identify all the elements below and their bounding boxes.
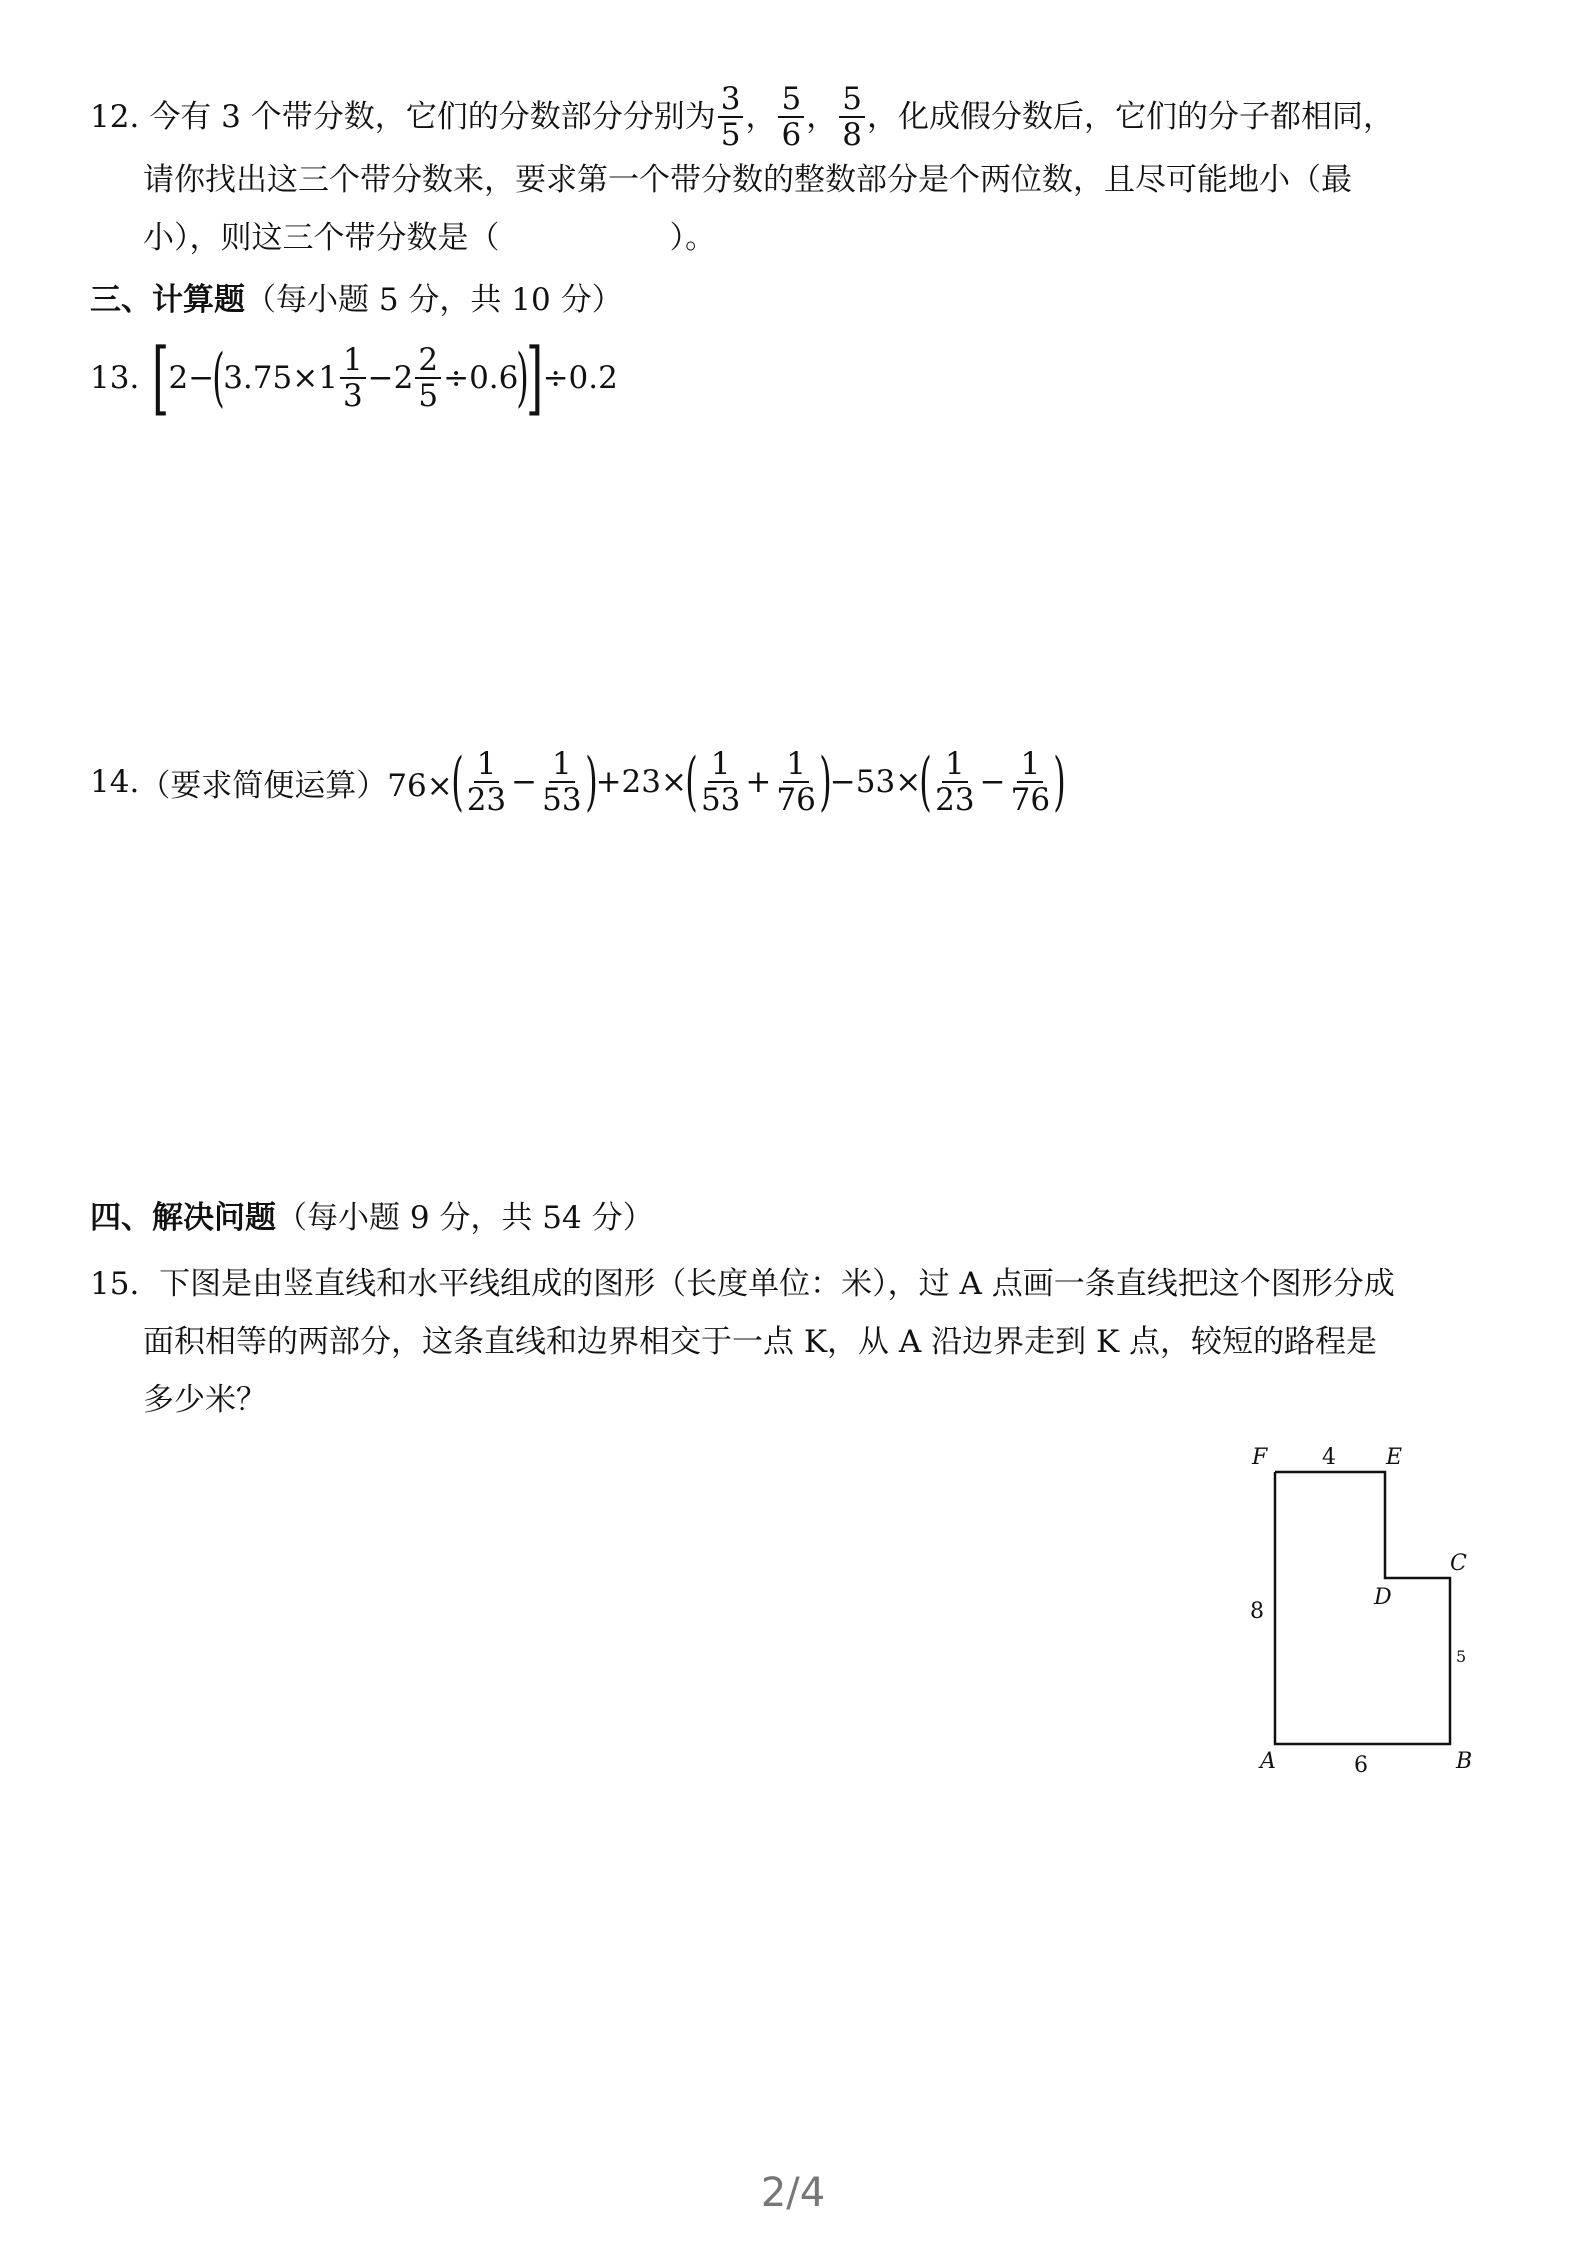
fraction-denominator: 6: [781, 117, 802, 153]
fraction-denominator: 53: [700, 782, 741, 818]
fraction-numerator: 1: [549, 747, 575, 783]
fraction-denominator: 76: [1010, 782, 1051, 818]
q12-fraction-1: [718, 82, 744, 152]
q15-number: 15.: [90, 1266, 140, 1302]
q12-text-4: ）。: [669, 220, 716, 256]
close-paren: ): [516, 341, 530, 415]
q15-text-1: 下图是由竖直线和水平线组成的图形（长度单位：米），过 A 点画一条直线把这个图形分成: [159, 1266, 1395, 1302]
fraction-numerator: 1: [942, 747, 968, 783]
q12-line2: 请你找出这三个带分数来，要求第一个带分数的整数部分是个两位数，且尽可能地小（最: [143, 162, 1352, 198]
math-term: +23×: [595, 764, 687, 800]
open-paren: (: [685, 745, 698, 819]
fraction: [340, 343, 366, 413]
q14-number: 14.: [90, 764, 140, 800]
figure-outline: [1275, 1472, 1450, 1744]
q13-number: 13.: [90, 360, 140, 396]
page-number: 2/4: [760, 2170, 826, 2216]
fraction-numerator: 1: [340, 343, 366, 379]
open-paren: (: [919, 745, 932, 819]
section-3-heading: [90, 278, 623, 322]
q12-line3: [143, 216, 716, 260]
comma: ，: [745, 99, 777, 135]
open-paren: (: [450, 745, 464, 819]
fraction-denominator: 23: [466, 782, 507, 818]
section-title: 四、解决问题: [90, 1200, 276, 1236]
fraction-denominator: 53: [542, 782, 582, 818]
fraction-numerator: 1: [708, 747, 734, 783]
vertex-label-b: B: [1456, 1749, 1473, 1774]
close-bracket: ]: [526, 331, 544, 424]
open-bracket: [: [152, 331, 170, 424]
fraction: [464, 747, 509, 817]
q12-line1: [90, 82, 1394, 152]
q15-line1: [90, 1262, 1395, 1306]
q12-fraction-3: [839, 82, 865, 152]
fraction: [773, 747, 818, 817]
fraction-denominator: 5: [418, 378, 439, 414]
fraction-numerator: 5: [778, 82, 804, 118]
fraction-numerator: 2: [415, 343, 441, 379]
q12-text-1: 今有 3 个带分数，它们的分数部分分别为: [149, 99, 716, 135]
geometry-figure: [1240, 1430, 1490, 1790]
length-label-af: 8: [1250, 1599, 1264, 1624]
length-label-fe: 4: [1322, 1445, 1336, 1470]
q12-text-3: 小），则这三个带分数是（: [143, 220, 500, 256]
fraction-denominator: 5: [720, 117, 741, 153]
fraction: [1008, 747, 1053, 817]
math-term: ÷0.6: [443, 360, 519, 396]
q14-expression: [90, 722, 1064, 842]
math-term: 3.75×1: [223, 360, 338, 396]
section-note: （每小题 9 分，共 54 分）: [276, 1200, 654, 1236]
fraction-numerator: 3: [718, 82, 744, 118]
fraction-denominator: 76: [776, 782, 816, 818]
operator: −: [979, 764, 1006, 800]
fraction-numerator: 1: [1017, 747, 1043, 783]
close-paren: ): [819, 745, 832, 819]
fraction-numerator: 5: [839, 82, 865, 118]
section-4-heading: [90, 1196, 654, 1240]
math-term: 2−: [168, 360, 215, 396]
fraction: [698, 747, 743, 817]
operator: +: [745, 764, 772, 800]
fraction: [932, 747, 977, 817]
q15-line2: 面积相等的两部分，这条直线和边界相交于一点 K，从 A 沿边界走到 K 点，较短的路程是: [143, 1324, 1377, 1360]
vertex-label-f: F: [1252, 1445, 1268, 1470]
close-paren: ): [584, 745, 598, 819]
length-label-cb: 5: [1456, 1647, 1467, 1666]
vertex-label-d: D: [1374, 1585, 1392, 1610]
open-paren: (: [212, 341, 225, 415]
fraction-denominator: 8: [842, 117, 862, 153]
length-label-ab: 6: [1354, 1753, 1368, 1778]
fraction: [539, 747, 584, 817]
q12-number: 12.: [90, 99, 140, 135]
close-paren: ): [1053, 745, 1066, 819]
vertex-label-e: E: [1386, 1445, 1403, 1470]
math-term: −2: [367, 360, 414, 396]
q13-expression: [90, 318, 618, 438]
fraction-denominator: 23: [935, 782, 975, 818]
q15-line3: 多少米？: [143, 1382, 267, 1418]
vertex-label-c: C: [1450, 1551, 1467, 1576]
q12-fraction-2: [778, 82, 804, 152]
section-note: （每小题 5 分，共 10 分）: [245, 282, 623, 318]
operator: −: [511, 764, 538, 800]
math-term: ÷0.2: [542, 360, 618, 396]
q12-text-2: ，化成假分数后，它们的分子都相同，: [866, 99, 1394, 135]
fraction-numerator: 1: [783, 747, 809, 783]
math-term: −53×: [829, 764, 922, 800]
fraction: [415, 343, 441, 413]
comma: ，: [806, 99, 838, 135]
fraction-denominator: 3: [342, 378, 363, 414]
fraction-numerator: 1: [474, 747, 500, 783]
math-term: （要求简便运算）76×: [139, 767, 453, 804]
section-title: 三、计算题: [90, 282, 245, 318]
vertex-label-a: A: [1260, 1749, 1276, 1774]
